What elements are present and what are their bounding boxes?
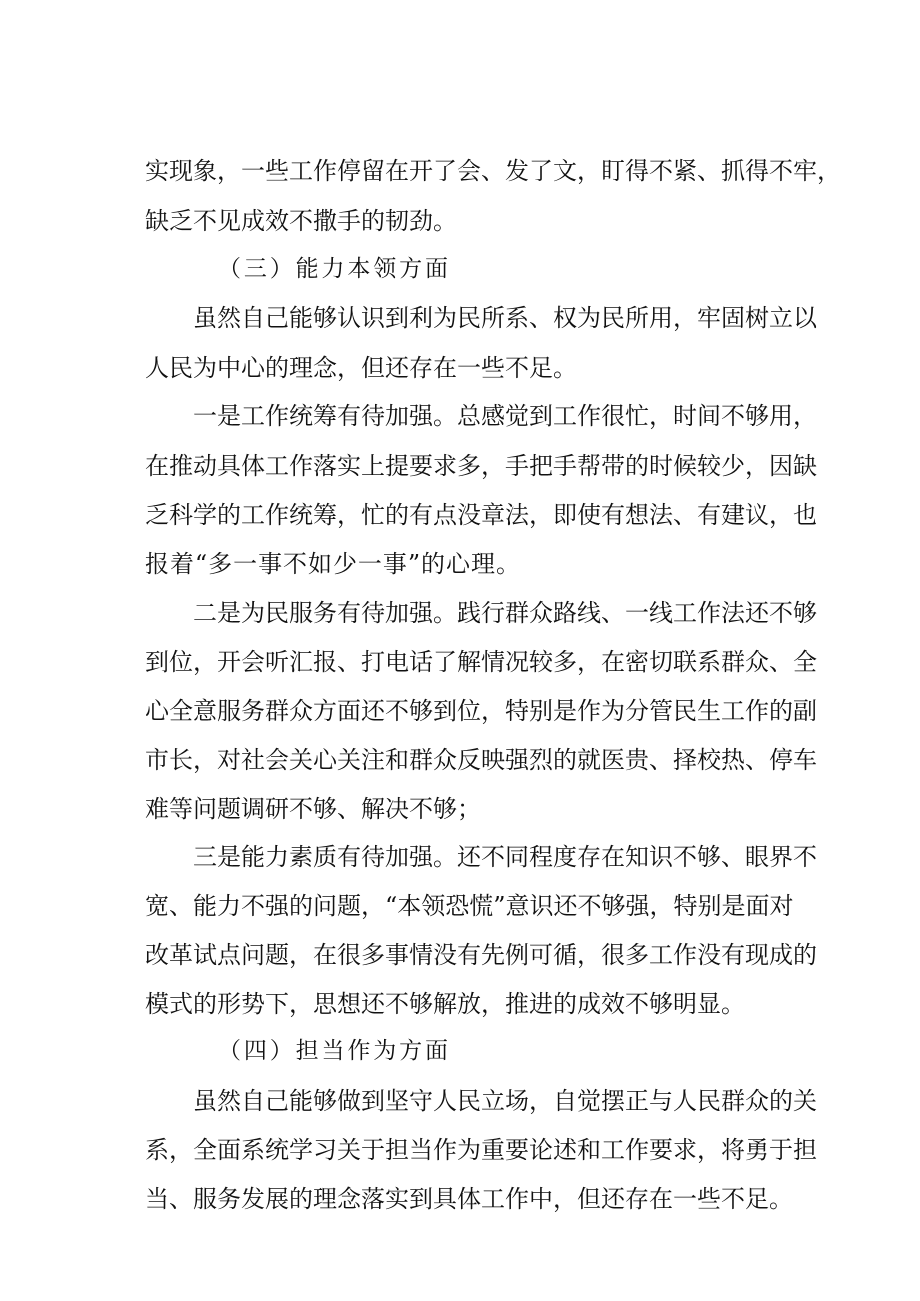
body-text-line: 人民为中心的理念，但还存在一些不足。 [145, 354, 577, 382]
section-heading-4: （四）担当作为方面 [218, 1038, 451, 1064]
body-text-line: 宽、能力不强的问题，“本领恐慌”意识还不够强，特别是面对 [145, 892, 794, 920]
body-text-line: 报着“多一事不如少一事”的心理。 [145, 550, 521, 578]
body-text-line: 虽然自己能够认识到利为民所系、权为民所用，牢固树立以 [193, 304, 817, 332]
body-text-line: 缺乏不见成效不撒手的韧劲。 [145, 207, 457, 235]
section-heading-3: （三）能力本领方面 [218, 256, 451, 282]
body-text-line: 难等问题调研不够、解决不够； [145, 795, 481, 823]
body-text-line: 改革试点问题，在很多事情没有先例可循，很多工作没有现成的 [145, 941, 817, 969]
body-text-line: 系，全面系统学习关于担当作为重要论述和工作要求，将勇于担 [145, 1136, 817, 1164]
body-text-line: 到位，开会听汇报、打电话了解情况较多，在密切联系群众、全 [145, 648, 817, 676]
body-text-line: 二是为民服务有待加强。践行群众路线、一线工作法还不够 [193, 599, 817, 627]
body-text-line: 模式的形势下，思想还不够解放，推进的成效不够明显。 [145, 990, 745, 1018]
body-text-line: 三是能力素质有待加强。还不同程度存在知识不够、眼界不 [193, 843, 817, 871]
body-text-line: 当、服务发展的理念落实到具体工作中，但还存在一些不足。 [145, 1185, 793, 1213]
body-text-line: 市长，对社会关心关注和群众反映强烈的就医贵、择校热、停车 [145, 746, 817, 774]
body-text-line: 实现象，一些工作停留在开了会、发了文，盯得不紧、抓得不牢， [145, 157, 841, 185]
body-text-line: 在推动具体工作落实上提要求多，手把手帮带的时候较少，因缺 [145, 452, 817, 480]
body-text-line: 乏科学的工作统筹，忙的有点没章法，即使有想法、有建议，也 [145, 501, 817, 529]
body-text-line: 心全意服务群众方面还不够到位，特别是作为分管民生工作的副 [145, 697, 817, 725]
body-text-line: 虽然自己能够做到坚守人民立场，自觉摆正与人民群众的关 [193, 1087, 817, 1115]
body-text-line: 一是工作统筹有待加强。总感觉到工作很忙，时间不够用， [193, 402, 817, 430]
